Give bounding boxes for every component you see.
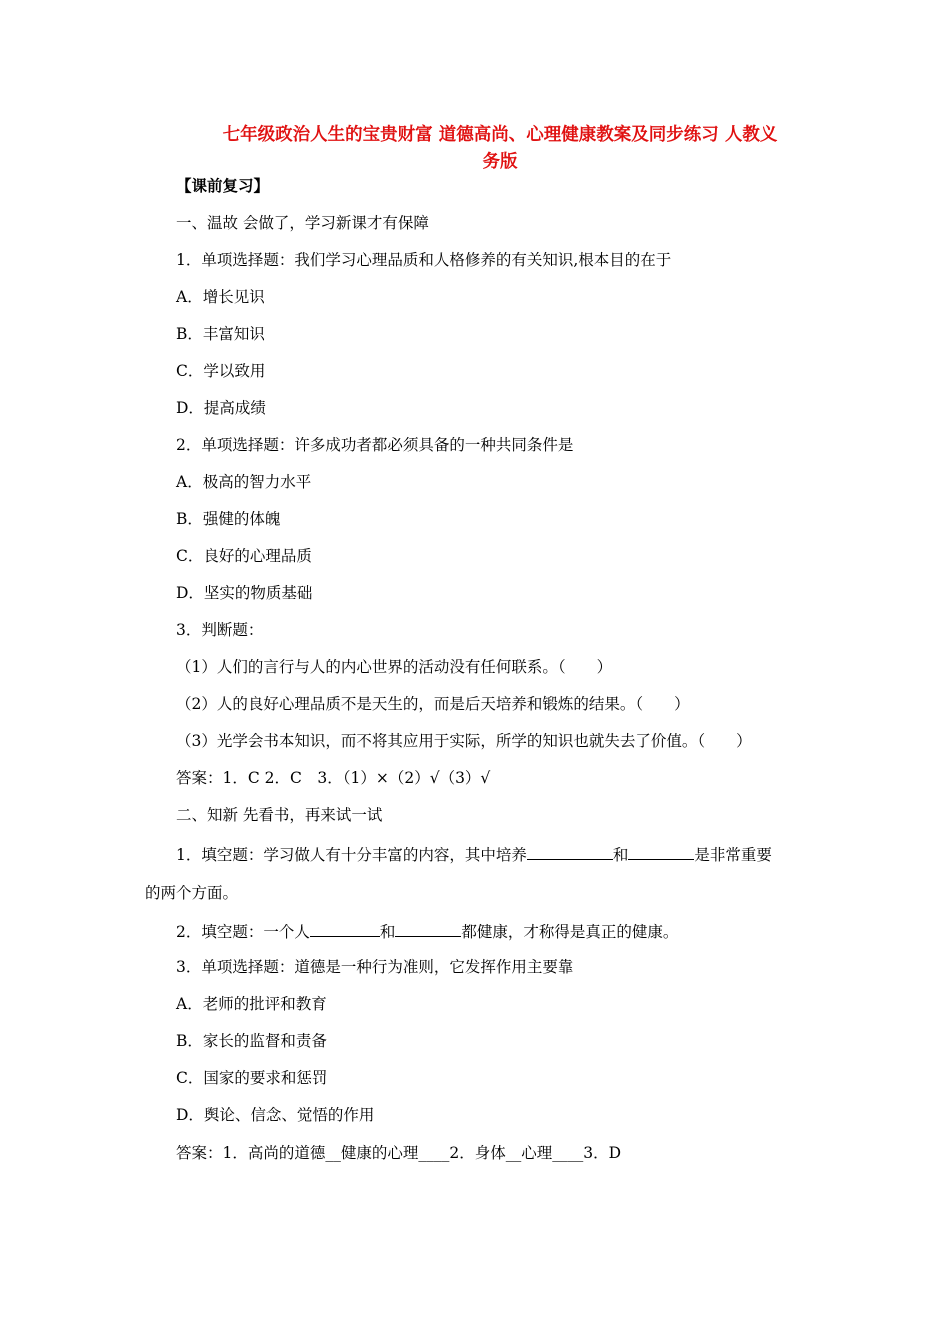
q2-option-a: A．极高的智力水平 (176, 473, 312, 491)
doc-title-line1: 七年级政治人生的宝贵财富 道德高尚、心理健康教案及同步练习 人教义 (222, 125, 778, 145)
fill1-blank-1 (527, 843, 613, 860)
fill2-text-before: 2．填空题：一个人 (176, 923, 310, 941)
fill-question-1-continued: 的两个方面。 (145, 884, 239, 902)
fill1-text-after: 是非常重要 (694, 846, 772, 864)
question-2: 2．单项选择题：许多成功者都必须具备的一种共同条件是 (176, 436, 574, 454)
q1-option-a: A．增长见识 (176, 288, 265, 306)
q2-option-c: C．良好的心理品质 (176, 547, 312, 565)
fill2-blank-2 (395, 920, 461, 937)
q3-statement-3: （3）光学会书本知识，而不将其应用于实际，所学的知识也就失去了价值。（ ） (176, 732, 752, 750)
q3b-option-a: A．老师的批评和教育 (176, 995, 327, 1013)
q1-option-c: C．学以致用 (176, 362, 266, 380)
q2-option-d: D．坚实的物质基础 (176, 584, 313, 602)
fill-question-2 (176, 920, 678, 942)
fill2-text-middle: 和 (379, 923, 396, 941)
answer-2: 答案：1．高尚的道德__健康的心理____2．身体__心理____3．D (176, 1144, 622, 1162)
part2-heading: 二、知新 先看书，再来试一试 (176, 806, 383, 824)
section-heading: 【课前复习】 (176, 176, 270, 195)
fill-question-1 (176, 843, 772, 865)
question-3b: 3．单项选择题：道德是一种行为准则，它发挥作用主要靠 (176, 958, 574, 976)
q1-option-b: B．丰富知识 (176, 325, 265, 343)
part1-heading: 一、温故 会做了，学习新课才有保障 (176, 214, 429, 232)
q3b-option-c: C．国家的要求和惩罚 (176, 1069, 328, 1087)
fill1-blank-2 (628, 843, 694, 860)
q3b-option-b: B．家长的监督和责备 (176, 1032, 327, 1050)
question-1: 1．单项选择题：我们学习心理品质和人格修养的有关知识,根本目的在于 (176, 251, 672, 269)
fill2-text-after: 都健康，才称得是真正的健康。 (461, 923, 679, 941)
doc-title-line2: 务版 (482, 152, 518, 172)
fill1-text-middle: 和 (612, 846, 629, 864)
fill1-text-before: 1．填空题：学习做人有十分丰富的内容，其中培养 (176, 846, 527, 864)
q2-option-b: B．强健的体魄 (176, 510, 281, 528)
q3b-option-d: D．舆论、信念、觉悟的作用 (176, 1106, 375, 1124)
question-3: 3．判断题： (176, 621, 264, 639)
q3-statement-1: （1）人们的言行与人的内心世界的活动没有任何联系。（ ） (176, 658, 613, 676)
fill2-blank-1 (310, 920, 380, 937)
q3-statement-2: （2）人的良好心理品质不是天生的，而是后天培养和锻炼的结果。（ ） (176, 695, 690, 713)
q1-option-d: D．提高成绩 (176, 399, 266, 417)
answer-1: 答案：1．C 2．C 3．（1）×（2）√（3）√ (176, 769, 491, 787)
